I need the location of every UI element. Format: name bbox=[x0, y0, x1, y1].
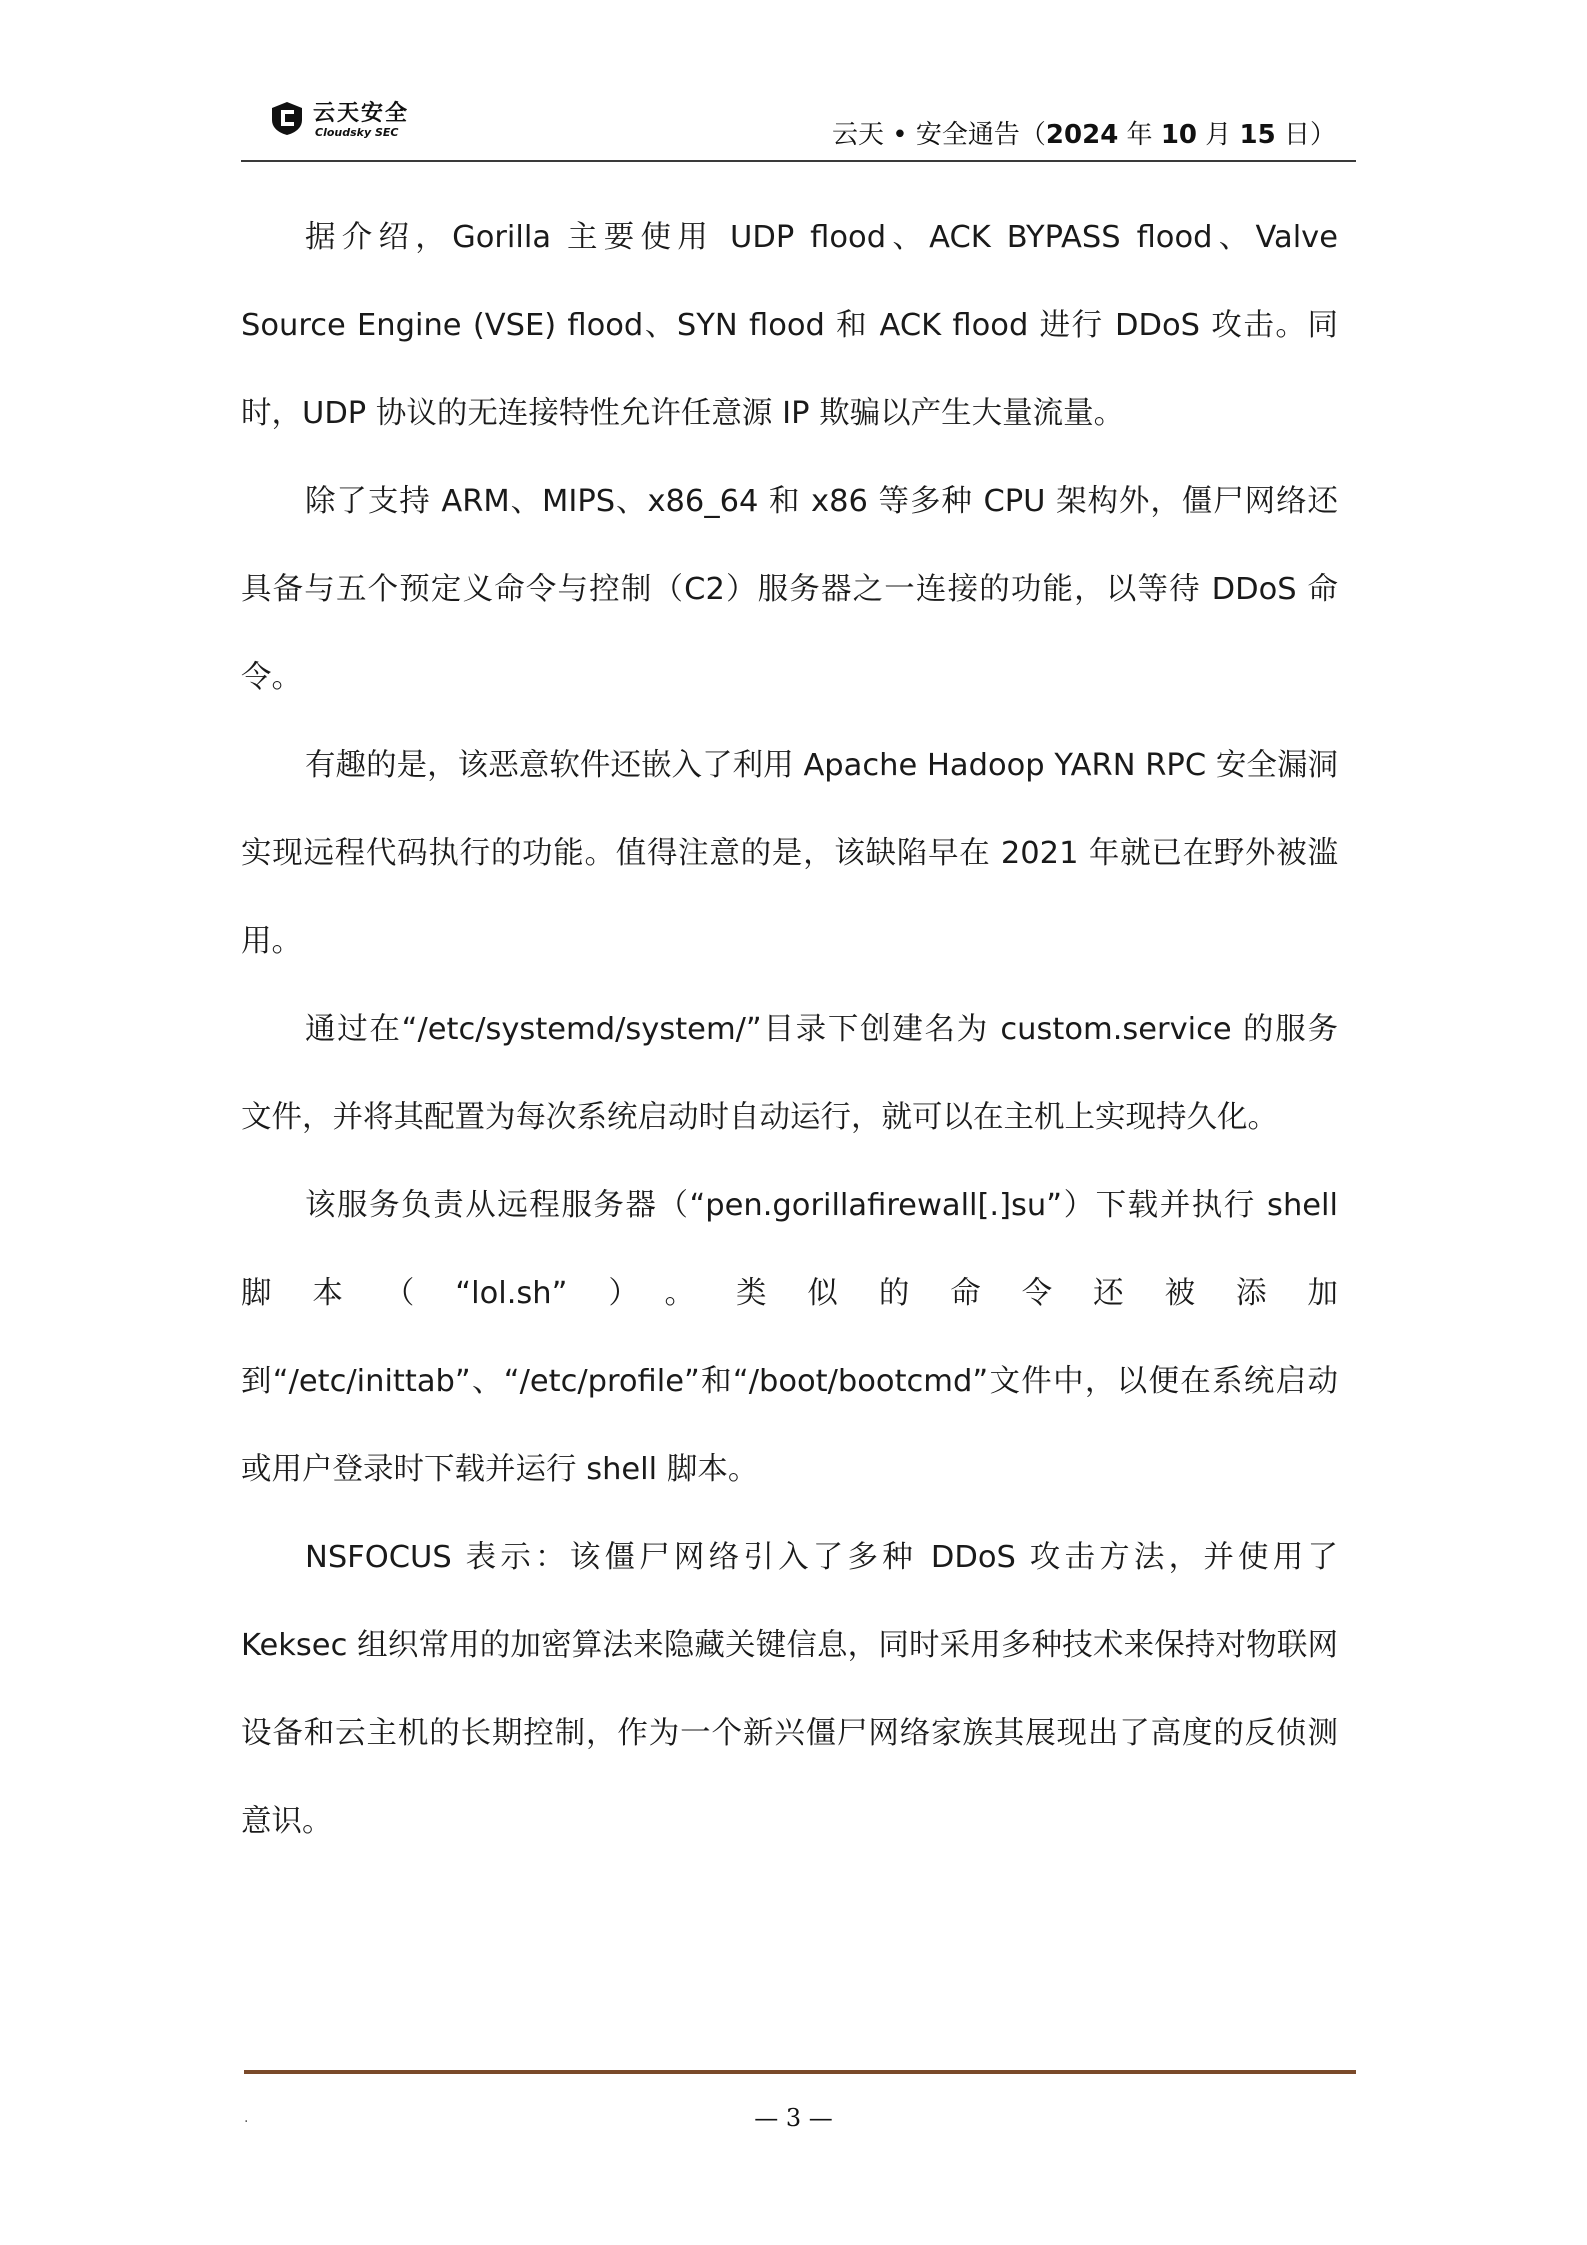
title-month: 10 bbox=[1160, 120, 1198, 150]
title-year: 2024 bbox=[1045, 120, 1119, 150]
page-header bbox=[241, 92, 1356, 162]
header-divider bbox=[241, 160, 1356, 162]
title-year-unit: 年 bbox=[1118, 120, 1161, 150]
logo-text-en: Cloudsky SEC bbox=[315, 126, 399, 139]
shield-logo-icon bbox=[269, 100, 305, 136]
bulletin-title bbox=[832, 114, 1336, 151]
title-suffix: 日） bbox=[1275, 120, 1336, 150]
page-number: — 3 — bbox=[754, 2104, 833, 2132]
paragraph-hadoop-exploit: 有趣的是，该恶意软件还嵌入了利用 Apache Hadoop YARN RPC 安全漏洞实现远程代码执行的功能。值得注意的是，该缺陷早在 2021 年就已在野外被滥用。 bbox=[241, 748, 1338, 959]
brand-logo bbox=[269, 96, 429, 144]
title-day: 15 bbox=[1239, 120, 1276, 150]
paragraph-shell-script: 该服务负责从远程服务器（“pen.gorillafirewall[.]su”）下载并执行 shell 脚本（“lol.sh”）。类似的命令还被添加到“/etc/inittab”、“/etc/profile”和“/boot/bootcmd”文件中，以便在系统启动或用户登录时下载并运行 shell 脚本。 bbox=[241, 1188, 1338, 1487]
footer-dot: . bbox=[244, 2110, 249, 2126]
logo-text-cn: 云天安全 bbox=[313, 101, 410, 126]
paragraph-persistence: 通过在“/etc/systemd/system/”目录下创建名为 custom.service 的服务文件，并将其配置为每次系统启动时自动运行，就可以在主机上实现持久化。 bbox=[241, 1012, 1338, 1135]
paragraph-attack-methods: 据介绍，Gorilla 主要使用 UDP flood、ACK BYPASS flood、Valve Source Engine (VSE) flood、SYN flood 和 ACK flood 进行 DDoS 攻击。同时，UDP 协议的无连接特性允许任意源 IP 欺骗以产生大量流量。 bbox=[241, 220, 1338, 431]
paragraph-nsfocus: NSFOCUS 表示：该僵尸网络引入了多种 DDoS 攻击方法，并使用了 Keksec 组织常用的加密算法来隐藏关键信息，同时采用多种技术来保持对物联网设备和云主机的长期控制，作为一个新兴僵尸网络家族其展现出了高度的反侦测意识。 bbox=[241, 1540, 1338, 1839]
footer-divider bbox=[244, 2070, 1356, 2074]
title-month-unit: 月 bbox=[1197, 120, 1240, 150]
article-body bbox=[241, 194, 1338, 1866]
title-prefix: 云天 • 安全通告（ bbox=[832, 120, 1046, 150]
paragraph-architectures: 除了支持 ARM、MIPS、x86_64 和 x86 等多种 CPU 架构外，僵尸网络还具备与五个预定义命令与控制（C2）服务器之一连接的功能，以等待 DDoS 命令。 bbox=[241, 484, 1338, 695]
